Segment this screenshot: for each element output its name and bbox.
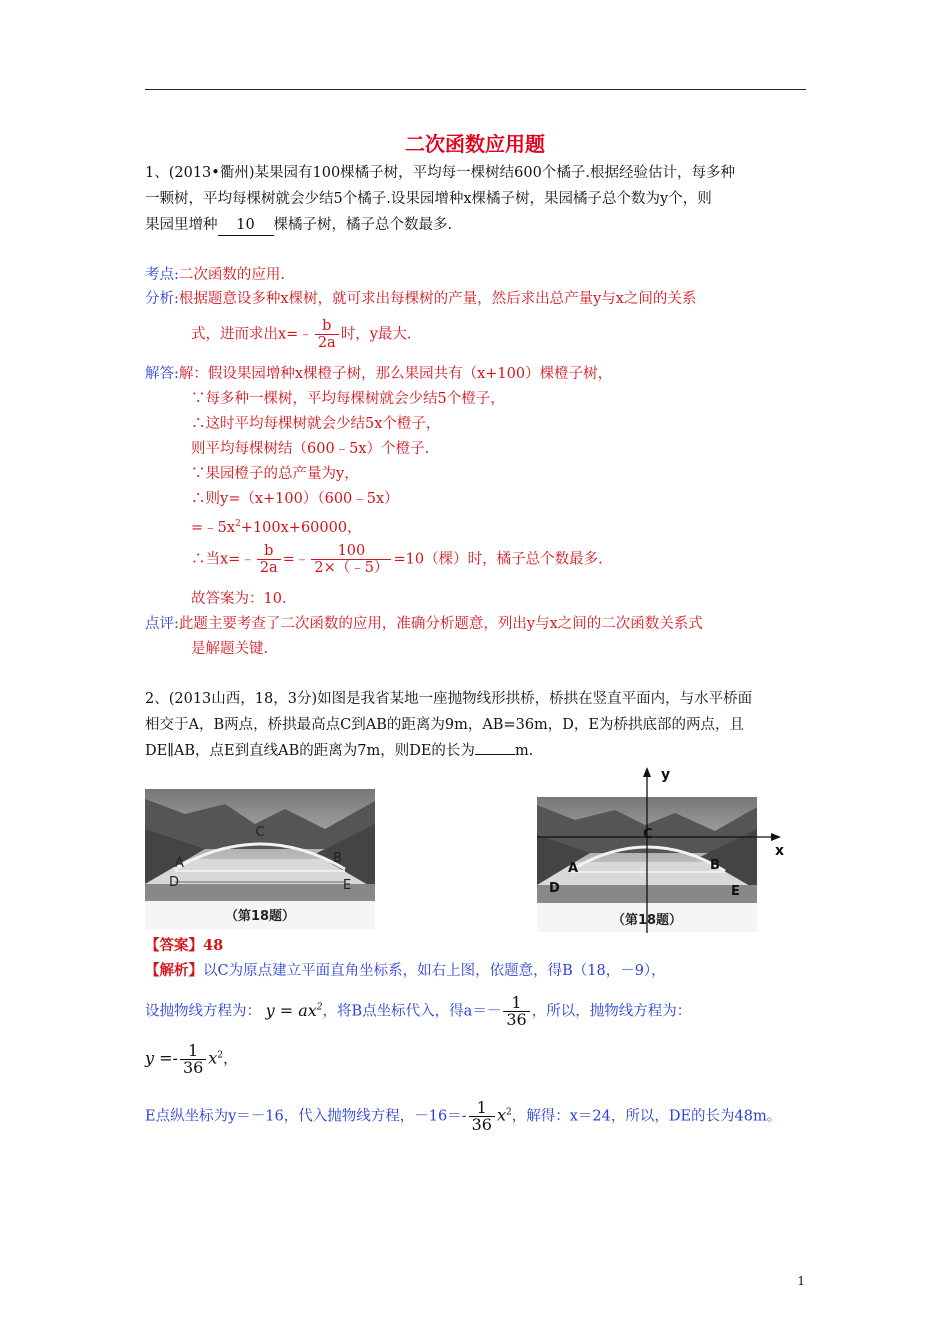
fig-axis-x-label: x xyxy=(775,843,785,859)
s2-line4-x: x xyxy=(496,1105,506,1125)
s1-jieda1: 解：假设果园增种x棵橙子树，那么果园共有（x+100）棵橙子树， xyxy=(178,366,613,382)
s1-dianping2: 是解题关键. xyxy=(191,641,269,657)
s1-dianping xyxy=(145,614,703,634)
s2-eq2-post: ， xyxy=(223,1051,238,1068)
header-rule xyxy=(145,89,806,90)
s2-line2 xyxy=(145,995,691,1028)
s2-line4-pre: E点纵坐标为y＝－16，代入抛物线方程，－16＝- xyxy=(145,1108,467,1125)
s2-jiexi xyxy=(145,961,666,981)
fraction-1-over-36-2 xyxy=(180,1043,206,1076)
s1-dianping1: 此题主要考查了二次函数的应用，准确分析题意，列出y与x之间的二次函数关系式 xyxy=(178,616,703,632)
fraction-1-over-36 xyxy=(503,995,529,1028)
s1-jieda7 xyxy=(191,514,362,538)
fig-right-label-d: D xyxy=(549,881,560,896)
fig-left-label-d: D xyxy=(169,875,180,890)
q2-line2: 相交于A，B两点，桥拱最高点C到AB的距离为9m，AB=36m，D，E为桥拱底部的两点，且 xyxy=(145,717,745,733)
s1-jieda xyxy=(145,364,612,384)
s2-eq1-sup: 2 xyxy=(316,1002,323,1013)
fig-right-label-a: A xyxy=(568,861,579,876)
s2-line4-post: ，解得：x＝24，所以，DE的长为48m。 xyxy=(511,1108,782,1125)
s2-jiexi1: 以C为原点建立平面直角坐标系，如右上图，依题意，得B（18，－9）， xyxy=(203,963,666,979)
s1-fenxi2-pre: 式，进而求出x=﹣ xyxy=(191,326,313,343)
s2-eq2 xyxy=(145,1043,238,1076)
s2-jiexi-label: 【解析】 xyxy=(145,962,203,979)
s1-kaodian-label: 考点: xyxy=(145,267,179,283)
s2-eq2-x: x xyxy=(208,1048,218,1068)
s1-fenxi-line2 xyxy=(191,318,412,351)
s1-jieda7-pre: =﹣5x xyxy=(191,519,236,536)
s1-jieda3: ∴这时平均每棵树就会少结5x个橙子， xyxy=(191,416,441,432)
fig-left-label-a: A xyxy=(175,856,184,871)
fraction-b-over-2a xyxy=(315,318,339,351)
frac-num: b xyxy=(264,543,274,559)
s1-fenxi-text1: 根据题意设多种x棵树，就可求出每棵树的产量，然后求出总产量y与x之间的关系 xyxy=(178,291,697,307)
fraction-100-over-2x-5 xyxy=(311,543,391,576)
q1-line3 xyxy=(145,215,452,236)
s2-daan-value: 48 xyxy=(203,937,224,954)
s2-daan xyxy=(145,936,223,956)
q2-line3-pre: DE∥AB，点E到直线AB的距离为7m，则DE的长为 xyxy=(145,743,475,759)
s2-line4 xyxy=(145,1100,781,1133)
frac-num: 1 xyxy=(511,993,522,1012)
s2-line4-sup: 2 xyxy=(505,1107,512,1118)
s2-daan-label: 【答案】 xyxy=(145,937,203,954)
s1-jieda7-post: +100x+60000， xyxy=(240,519,362,536)
fig-right-label-b: B xyxy=(710,858,720,873)
s1-jieda6: ∴则y=（x+100）（600﹣5x） xyxy=(191,491,399,507)
fig-left-caption: （第18题） xyxy=(224,909,296,924)
bridge-figure-left xyxy=(145,789,375,929)
frac-den: 2a xyxy=(257,559,281,576)
frac-den: 36 xyxy=(180,1059,206,1076)
s1-jieda8-pre: ∴当x=﹣ xyxy=(191,551,255,568)
fraction-1-over-36-3 xyxy=(469,1100,495,1133)
s2-line2-post: ，所以，抛物线方程为： xyxy=(531,1003,692,1020)
s1-jieda2: ∵每多种一棵树，平均每棵树就会少结5个橙子， xyxy=(191,391,505,407)
fig-right-caption: （第18题） xyxy=(611,913,683,928)
q1-line1: 1、(2013•衢州)某果园有100棵橘子树，平均每一棵树结600个橘子.根据经验估计，每多种 xyxy=(145,165,735,181)
s1-kaodian xyxy=(145,265,285,285)
s2-eq2-sup: 2 xyxy=(217,1050,224,1061)
s2-line2-mid: ，将B点坐标代入，得a＝－ xyxy=(322,1003,502,1020)
fig-right-label-e: E xyxy=(731,884,740,899)
s1-jieda5: ∵果园橙子的总产量为y， xyxy=(191,466,359,482)
s1-fenxi-label: 分析: xyxy=(145,291,179,307)
s1-fenxi xyxy=(145,289,696,309)
frac-num: 100 xyxy=(337,543,366,559)
s1-jieda4: 则平均每棵树结（600﹣5x）个橙子. xyxy=(191,441,430,457)
s1-dianping-label: 点评: xyxy=(145,616,179,632)
frac-den: 2×（﹣5） xyxy=(311,559,391,576)
s1-guda: 故答案为：10. xyxy=(191,591,287,607)
frac-den: 36 xyxy=(469,1116,495,1133)
q1-line3-post: 棵橘子树，橘子总个数最多. xyxy=(273,217,453,233)
page-number: 1 xyxy=(797,1274,805,1288)
s1-fenxi2-post: 时，y最大. xyxy=(340,326,412,343)
s1-jieda7-sup: 2 xyxy=(235,519,241,529)
fig-left-label-e: E xyxy=(343,878,352,893)
q1-answer-blank: 10 xyxy=(218,215,274,236)
frac-num: 1 xyxy=(188,1041,199,1060)
fig-right-label-c: C xyxy=(643,827,653,842)
s1-jieda8-post: =10（棵）时，橘子总个数最多. xyxy=(393,551,603,568)
fig-left-label-b: B xyxy=(333,851,342,866)
fig-axis-y-label: y xyxy=(661,767,671,783)
q1-line3-pre: 果园里增种 xyxy=(145,217,218,233)
q2-answer-blank xyxy=(475,754,515,755)
s1-kaodian-text: 二次函数的应用. xyxy=(178,267,285,283)
s2-line2-pre: 设抛物线方程为： xyxy=(145,1003,261,1020)
q2-line3-post: m. xyxy=(514,743,534,759)
bridge-figure-right xyxy=(535,765,795,935)
frac-den: 36 xyxy=(503,1011,529,1028)
frac-num: b xyxy=(322,318,332,334)
s2-eq2-pre: y =- xyxy=(145,1048,178,1068)
fig-left-label-c: C xyxy=(255,825,265,840)
s2-eq1 xyxy=(266,1001,323,1020)
fraction-b-over-2a-2 xyxy=(257,543,281,576)
frac-num: 1 xyxy=(476,1098,487,1117)
s1-jieda8-mid: =﹣ xyxy=(282,551,310,568)
s2-eq1-text: y = ax xyxy=(265,1000,317,1020)
s1-jieda-label: 解答: xyxy=(145,366,179,382)
page-title: 二次函数应用题 xyxy=(405,132,545,156)
q2-line3 xyxy=(145,741,533,761)
s1-jieda8 xyxy=(191,543,603,576)
q2-line1: 2、(2013山西，18，3分)如图是我省某地一座抛物线形拱桥，桥拱在竖直平面内，与水平桥面 xyxy=(145,691,753,707)
frac-den: 2a xyxy=(315,334,339,351)
q1-line2: 一颗树，平均每棵树就会少结5个橘子.设果园增种x棵橘子树，果园橘子总个数为y个，则 xyxy=(145,191,712,207)
